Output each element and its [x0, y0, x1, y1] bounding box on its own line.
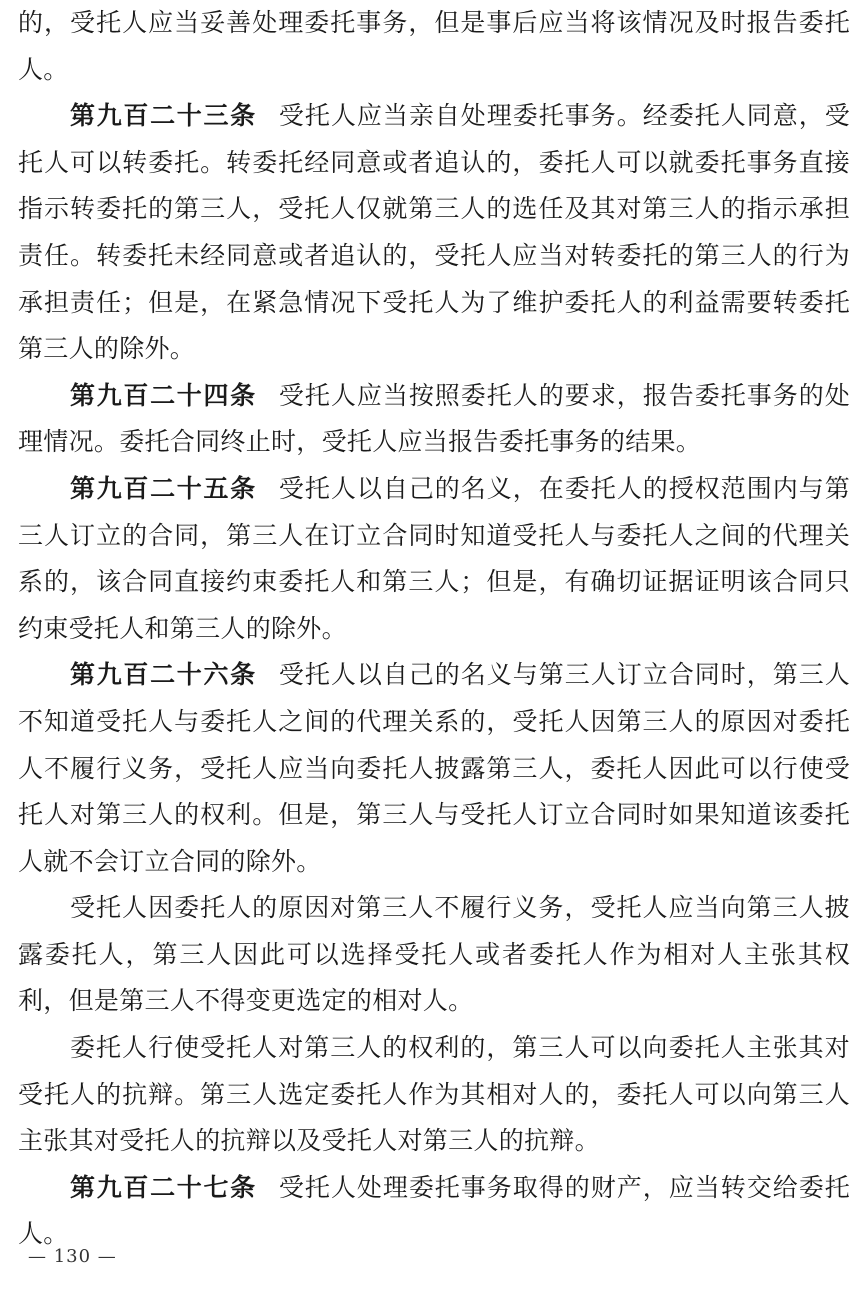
paragraph-text: 受托人处理委托事务取得的财产，应当转交给委托人。 — [18, 1172, 850, 1249]
paragraph-text: 受托人应当按照委托人的要求，报告委托事务的处理情况。委托合同终止时，受托人应当报告委托事务的结果。 — [18, 380, 850, 457]
paragraph-text: 受托人应当亲自处理委托事务。经委托人同意，受托人可以转委托。转委托经同意或者追认的，委托人可以就委托事务直接指示转委托的第三人，受托人仅就第三人的选任及其对第三人的指示承担责任。转委托未经同意或者追认的，受托人应当对转委托的第三人的行为承担责任；但是，在紧急情况下受托人为了维护委托人的利益需要转委托第三人的除外。 — [18, 101, 850, 364]
article-heading: 第九百二十七条 — [70, 1172, 257, 1202]
paragraph-text: 受托人以自己的名义与第三人订立合同时，第三人不知道受托人与委托人之间的代理关系的，受托人因第三人的原因对委托人不履行义务，受托人应当向委托人披露第三人，委托人因此可以行使受托人对第三人的权利。但是，第三人与受托人订立合同时如果知道该委托人就不会订立合同的除外。 — [18, 660, 850, 876]
article-heading: 第九百二十六条 — [70, 660, 257, 690]
article-923 — [18, 93, 850, 373]
paragraph-continuation — [18, 0, 850, 93]
article-924 — [18, 373, 850, 466]
article-heading: 第九百二十三条 — [70, 101, 257, 131]
page-number: — 130 — — [28, 1246, 117, 1267]
article-926-paragraph-2 — [18, 885, 850, 1025]
article-925 — [18, 466, 850, 652]
paragraph-text: 受托人以自己的名义，在委托人的授权范围内与第三人订立的合同，第三人在订立合同时知道受托人与委托人之间的代理关系的，该合同直接约束委托人和第三人；但是，有确切证据证明该合同只约束受托人和第三人的除外。 — [18, 473, 850, 643]
article-926-paragraph-3 — [18, 1025, 850, 1165]
article-heading: 第九百二十五条 — [70, 473, 257, 503]
document-page — [18, 0, 850, 1258]
paragraph-text: 的，受托人应当妥善处理委托事务，但是事后应当将该情况及时报告委托人。 — [18, 8, 850, 84]
article-927 — [18, 1165, 850, 1258]
paragraph-text: 委托人行使受托人对第三人的权利的，第三人可以向委托人主张其对受托人的抗辩。第三人选定委托人作为其相对人的，委托人可以向第三人主张其对受托人的抗辩以及受托人对第三人的抗辩。 — [18, 1033, 850, 1156]
paragraph-text: 受托人因委托人的原因对第三人不履行义务，受托人应当向第三人披露委托人，第三人因此可以选择受托人或者委托人作为相对人主张其权利，但是第三人不得变更选定的相对人。 — [18, 893, 850, 1016]
article-926 — [18, 652, 850, 885]
article-heading: 第九百二十四条 — [70, 380, 257, 410]
